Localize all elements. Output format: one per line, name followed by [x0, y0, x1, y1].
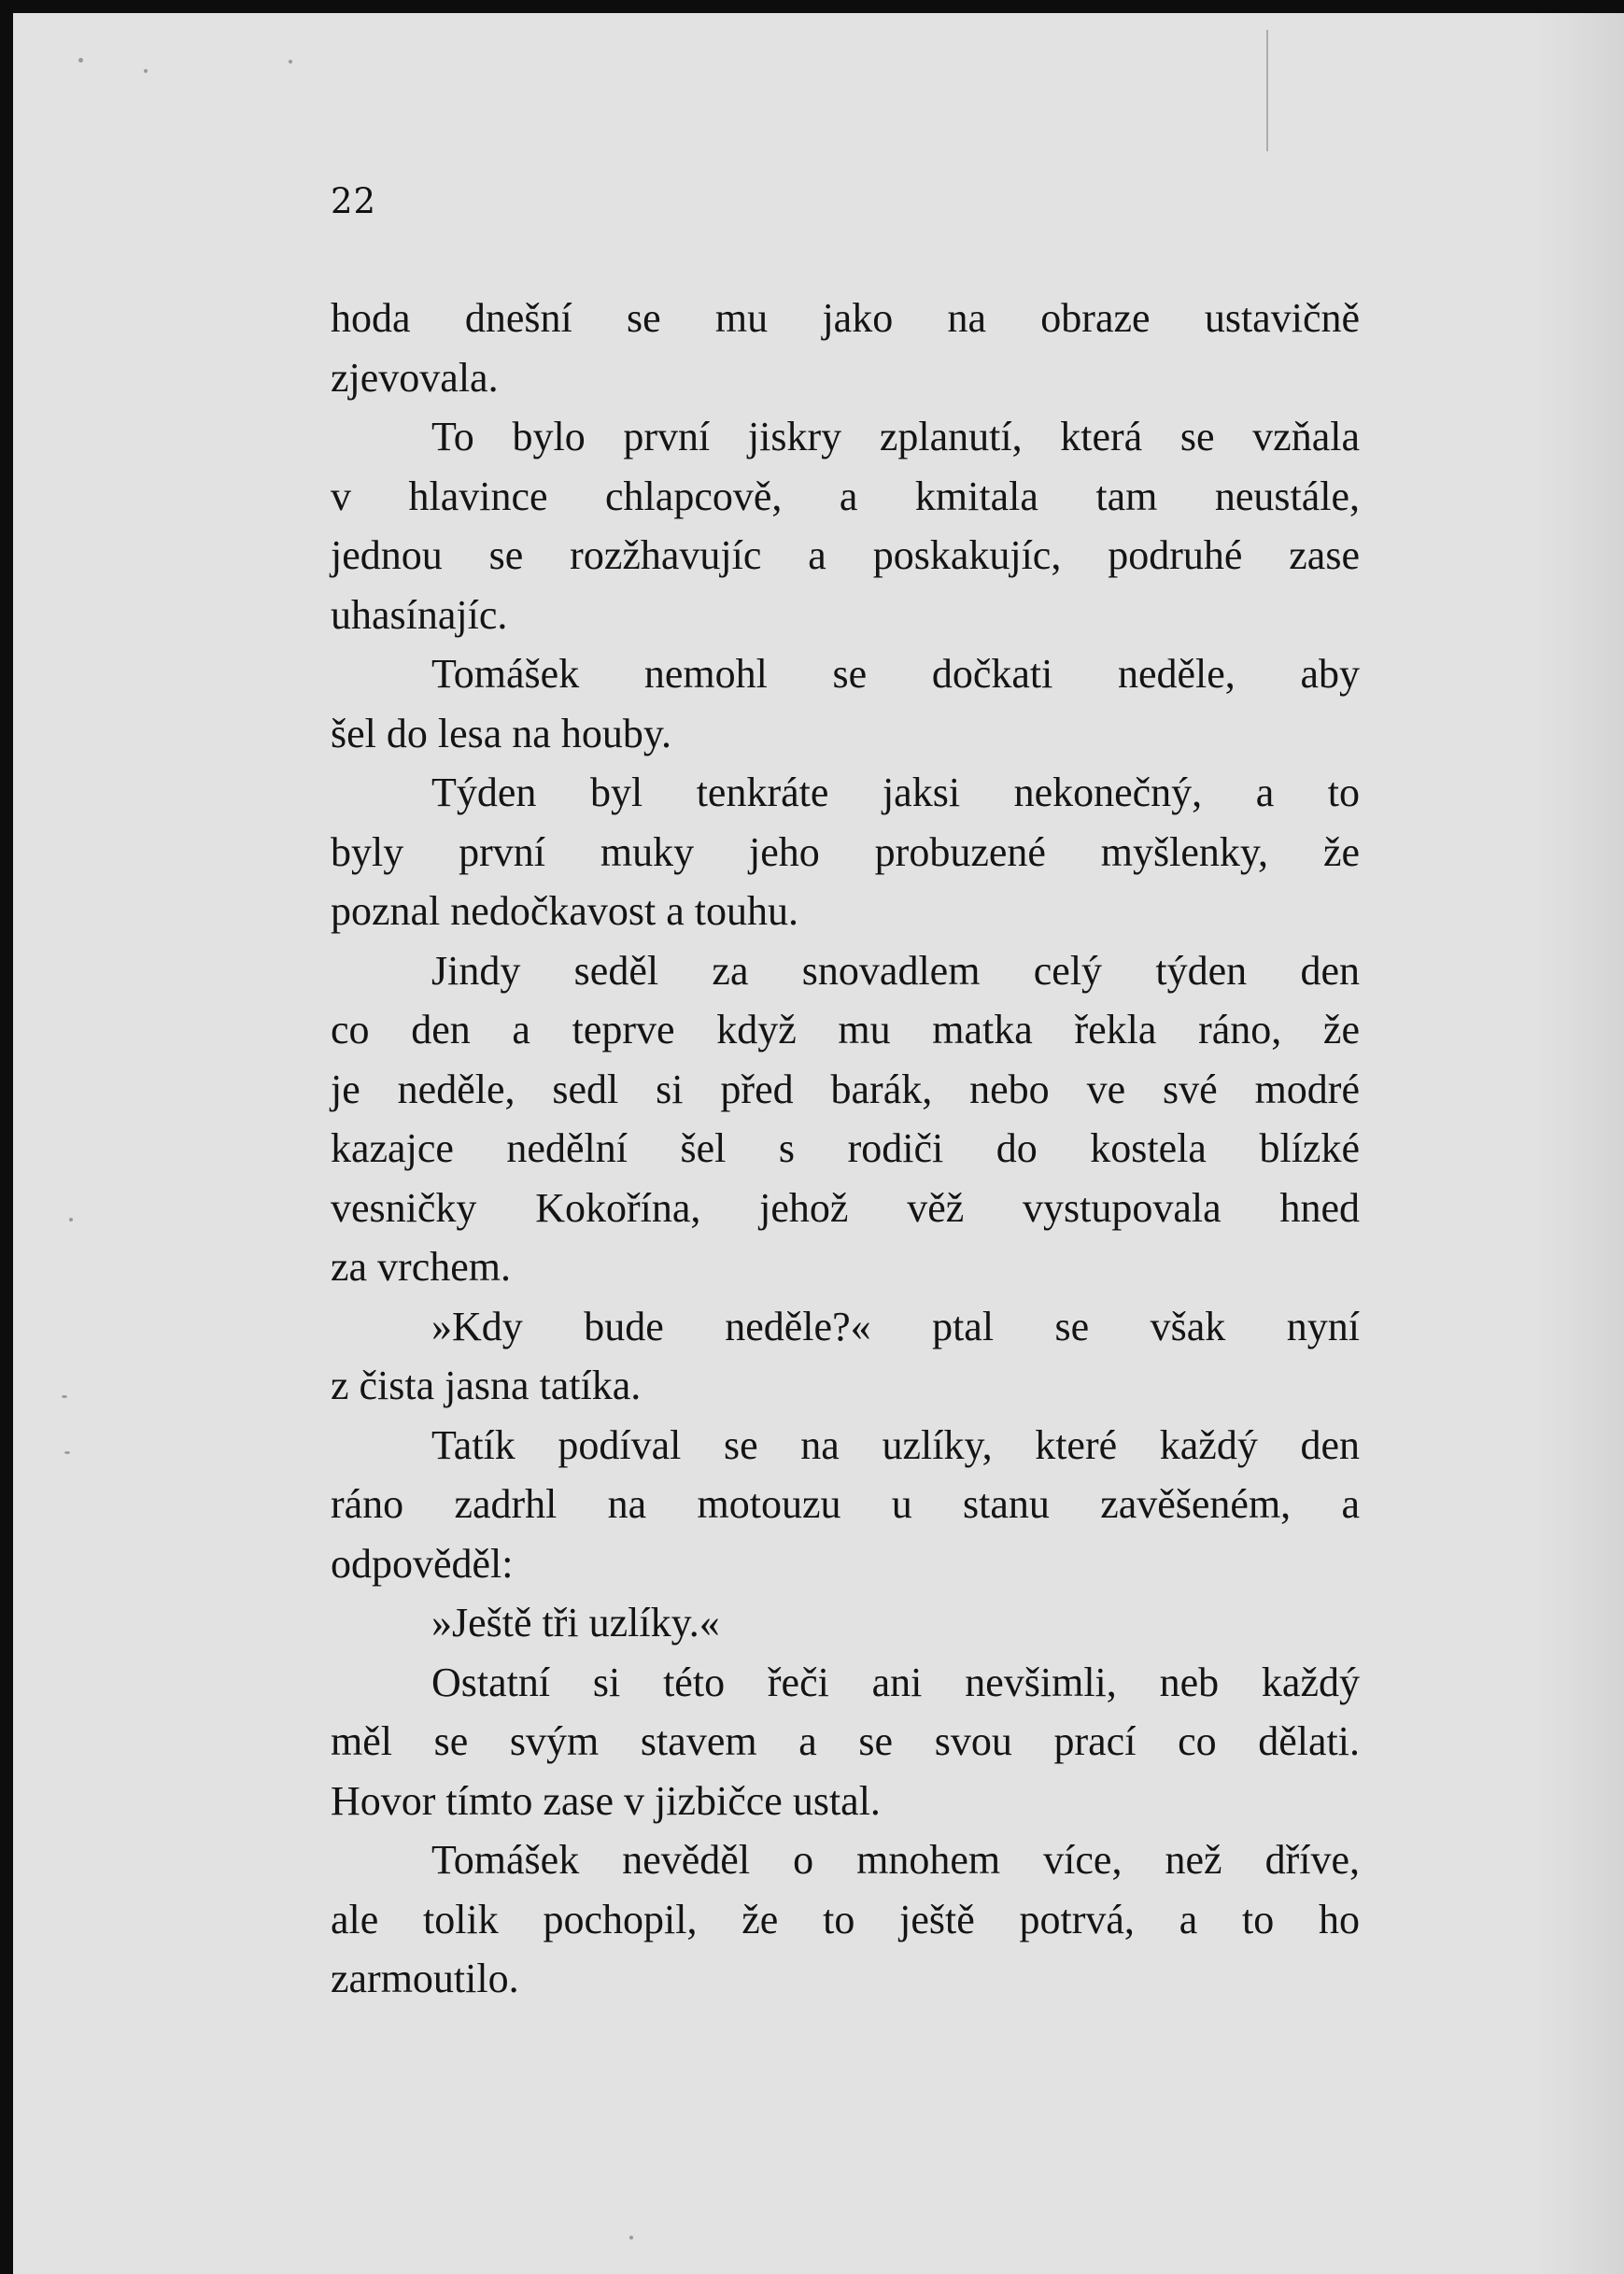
text-line: ráno zadrhl na motouzu u stanu zavěšeném, a	[331, 1481, 1360, 1527]
text-line: »Kdy bude neděle?« ptal se však nyní	[431, 1303, 1360, 1349]
scan-speck	[289, 60, 292, 64]
scan-speck	[144, 69, 148, 73]
text-line: odpověděl:	[331, 1540, 514, 1587]
text-line: za vrchem.	[331, 1244, 511, 1290]
text-line: Hovor tímto zase v jizbičce ustal.	[331, 1777, 881, 1824]
text-line: To bylo první jiskry zplanutí, která se vzňala	[431, 414, 1360, 459]
text-line: Tatík podíval se na uzlíky, které každý den	[431, 1421, 1360, 1468]
text-line: šel do lesa na houby.	[331, 710, 671, 756]
scan-speck	[78, 58, 83, 63]
text-line: jednou se rozžhavujíc a poskakujíc, podruhé zase	[331, 532, 1360, 578]
text-line: poznal nedočkavost a touhu.	[331, 888, 798, 934]
text-line: Ostatní si této řeči ani nevšimli, neb každý	[431, 1659, 1360, 1705]
text-line: v hlavince chlapcově, a kmitala tam neustále,	[331, 473, 1360, 519]
scan-artifact-mark	[1266, 30, 1268, 151]
text-line: zarmoutilo.	[331, 1956, 519, 2001]
text-line: hoda dnešní se mu jako na obraze ustavičně	[331, 295, 1360, 341]
body-text	[331, 289, 1360, 2009]
scan-speck	[64, 1451, 70, 1454]
scan-speck	[62, 1395, 67, 1398]
text-line: měl se svým stavem a se svou prací co dělati.	[331, 1718, 1360, 1764]
text-line: z čista jasna tatíka.	[331, 1363, 642, 1408]
text-line: byly první muky jeho probuzené myšlenky, že	[331, 828, 1360, 875]
scan-speck	[629, 2236, 633, 2239]
text-line: Tomášek nevěděl o mnohem více, než dříve,	[431, 1837, 1360, 1883]
text-line: kazajce nedělní šel s rodiči do kostela blízké	[331, 1125, 1360, 1171]
text-line: vesničky Kokořína, jehož věž vystupovala hned	[331, 1184, 1360, 1231]
page-number: 22	[331, 181, 377, 221]
scan-speck	[69, 1218, 73, 1222]
page-gutter-shadow	[1535, 13, 1624, 2274]
text-line: »Ještě tři uzlíky.«	[431, 1600, 720, 1645]
text-line: Jindy seděl za snovadlem celý týden den	[431, 947, 1360, 994]
text-line: uhasínajíc.	[331, 591, 508, 638]
text-line: Tomášek nemohl se dočkati neděle, aby	[431, 651, 1360, 697]
text-line: zjevovala.	[331, 354, 499, 401]
book-page	[13, 13, 1624, 2274]
text-line: Týden byl tenkráte jaksi nekonečný, a to	[431, 770, 1360, 815]
text-line: je neděle, sedl si před barák, nebo ve své modré	[331, 1066, 1360, 1112]
text-line: co den a teprve když mu matka řekla ráno, že	[331, 1007, 1360, 1052]
text-line: ale tolik pochopil, že to ještě potrvá, a to ho	[331, 1896, 1360, 1942]
